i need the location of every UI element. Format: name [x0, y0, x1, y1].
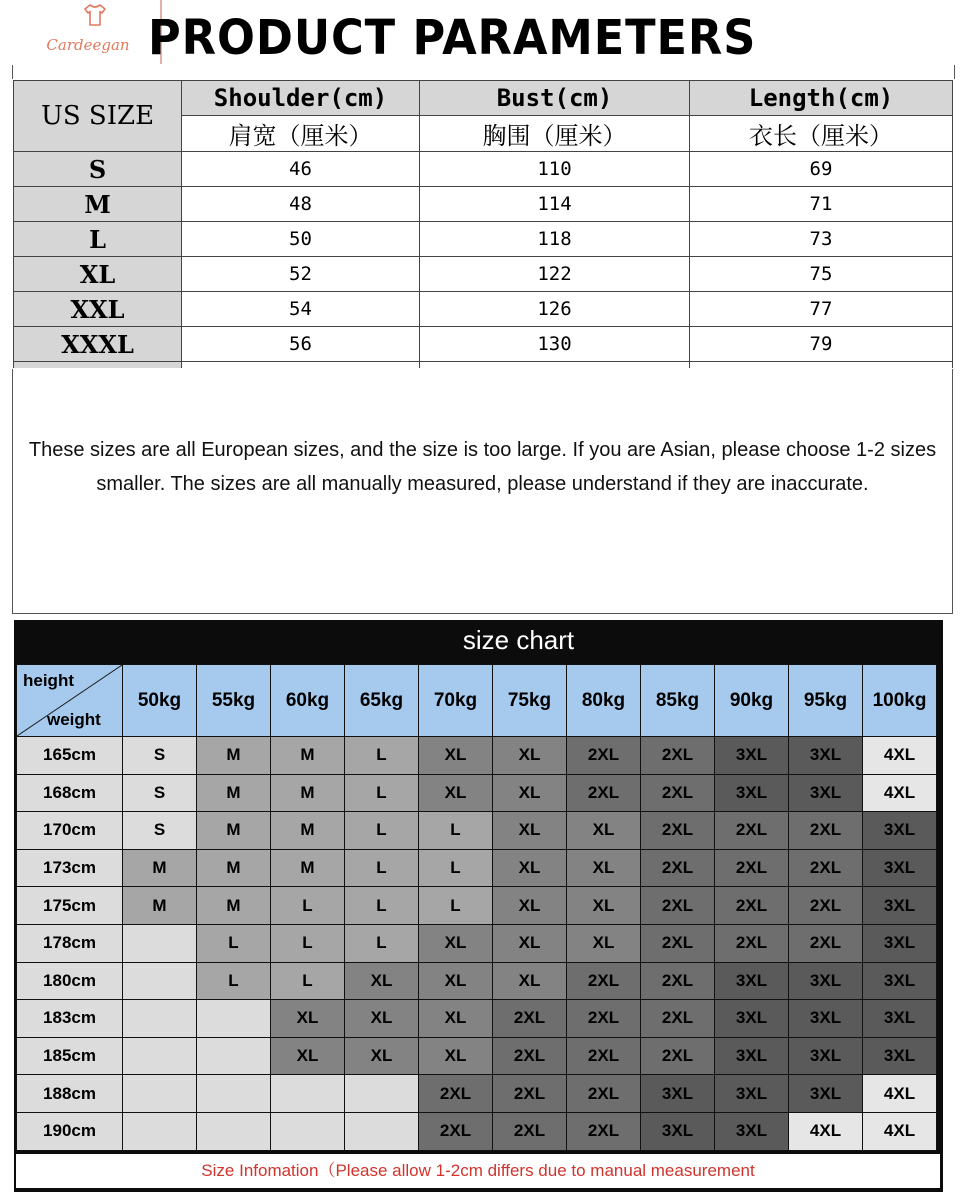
size-cell: 2XL: [493, 1112, 567, 1150]
table-row: [17, 962, 937, 1000]
height-label: 180cm: [17, 962, 123, 1000]
size-cell: L: [345, 812, 419, 850]
height-label: 173cm: [17, 849, 123, 887]
size-cell: 3XL: [789, 1075, 863, 1113]
bust-header-zh: 胸围（厘米）: [420, 116, 690, 152]
size-cell: XL: [493, 962, 567, 1000]
size-cell: L: [419, 849, 493, 887]
size-cell: 3XL: [789, 1000, 863, 1038]
size-cell: XL: [419, 1000, 493, 1038]
size-cell: 2XL: [641, 924, 715, 962]
size-cell: XL: [271, 1000, 345, 1038]
table-row: [14, 152, 953, 187]
weight-header: 60kg: [271, 665, 345, 737]
table-filler-row: [14, 362, 953, 369]
size-cell: [123, 1000, 197, 1038]
size-cell: XL: [567, 924, 641, 962]
size-cell: 2XL: [567, 737, 641, 775]
page-title-text: PRODUCT PARAMETERS: [148, 10, 757, 66]
size-cell: XL: [567, 887, 641, 925]
corner-header-cell: [17, 665, 123, 737]
height-label: 165cm: [17, 737, 123, 775]
size-cell: XL: [419, 924, 493, 962]
length-value: 79: [690, 327, 953, 362]
table-row: [17, 1000, 937, 1038]
length-value: 71: [690, 187, 953, 222]
size-cell: L: [271, 924, 345, 962]
size-cell: 2XL: [641, 1000, 715, 1038]
size-cell: 2XL: [641, 887, 715, 925]
table-row: [14, 187, 953, 222]
table-row: [17, 812, 937, 850]
size-cell: 2XL: [641, 812, 715, 850]
bust-value: 114: [420, 187, 690, 222]
size-label: L: [14, 222, 182, 257]
size-cell: 3XL: [641, 1112, 715, 1150]
size-cell: XL: [419, 774, 493, 812]
size-cell: 2XL: [567, 774, 641, 812]
size-cell: XL: [345, 962, 419, 1000]
size-cell: L: [271, 962, 345, 1000]
size-cell: 3XL: [715, 962, 789, 1000]
length-header: Length(cm): [690, 81, 953, 116]
size-cell: 4XL: [863, 1112, 937, 1150]
size-chart-table: [16, 664, 937, 1151]
height-label: 170cm: [17, 812, 123, 850]
size-cell: XL: [419, 962, 493, 1000]
size-cell: S: [123, 737, 197, 775]
length-header-zh: 衣长（厘米）: [690, 116, 953, 152]
size-cell: 2XL: [567, 1075, 641, 1113]
size-cell: [123, 1112, 197, 1150]
size-cell: 2XL: [789, 812, 863, 850]
weight-header: 75kg: [493, 665, 567, 737]
size-cell: 3XL: [789, 737, 863, 775]
size-cell: 2XL: [715, 887, 789, 925]
shirt-icon: [82, 2, 108, 28]
bust-header: Bust(cm): [420, 81, 690, 116]
height-label: 168cm: [17, 774, 123, 812]
size-cell: 3XL: [789, 1037, 863, 1075]
shoulder-header-zh: 肩宽（厘米）: [182, 116, 420, 152]
size-cell: 2XL: [567, 1037, 641, 1075]
size-cell: 3XL: [641, 1075, 715, 1113]
height-label: 188cm: [17, 1075, 123, 1113]
corner-weight-label: weight: [47, 710, 101, 729]
size-cell: [123, 924, 197, 962]
height-label: 183cm: [17, 1000, 123, 1038]
size-chart-footer: Size Infomation（Please allow 1-2cm differs due to manual measurement: [16, 1154, 940, 1188]
size-cell: 2XL: [493, 1075, 567, 1113]
size-cell: 2XL: [715, 812, 789, 850]
size-cell: 3XL: [715, 1075, 789, 1113]
size-cell: 3XL: [789, 774, 863, 812]
weight-header: 85kg: [641, 665, 715, 737]
shoulder-value: 52: [182, 257, 420, 292]
size-cell: [197, 1037, 271, 1075]
size-cell: 2XL: [789, 849, 863, 887]
size-label: XXXL: [14, 327, 182, 362]
size-cell: XL: [493, 774, 567, 812]
size-cell: L: [345, 887, 419, 925]
size-cell: XL: [271, 1037, 345, 1075]
table-row: [17, 774, 937, 812]
table-row: [17, 1037, 937, 1075]
weight-header: 50kg: [123, 665, 197, 737]
size-cell: 3XL: [789, 962, 863, 1000]
size-cell: M: [123, 887, 197, 925]
size-cell: 2XL: [715, 924, 789, 962]
size-label: XL: [14, 257, 182, 292]
table-row: [14, 222, 953, 257]
size-cell: S: [123, 774, 197, 812]
us-size-header: US SIZE: [14, 81, 182, 152]
table-row: [17, 737, 937, 775]
height-label: 175cm: [17, 887, 123, 925]
size-cell: M: [271, 849, 345, 887]
size-cell: 2XL: [567, 962, 641, 1000]
shoulder-value: 54: [182, 292, 420, 327]
size-cell: M: [123, 849, 197, 887]
size-cell: M: [197, 849, 271, 887]
size-cell: L: [271, 887, 345, 925]
size-cell: M: [271, 737, 345, 775]
size-cell: L: [345, 737, 419, 775]
size-label: M: [14, 187, 182, 222]
size-cell: [271, 1075, 345, 1113]
size-cell: XL: [493, 737, 567, 775]
size-cell: XL: [493, 924, 567, 962]
size-chart-title: size chart: [462, 625, 575, 655]
height-label: 190cm: [17, 1112, 123, 1150]
size-cell: 2XL: [641, 1037, 715, 1075]
size-cell: 3XL: [863, 1037, 937, 1075]
size-cell: 2XL: [789, 924, 863, 962]
size-cell: 4XL: [863, 737, 937, 775]
size-cell: 2XL: [493, 1037, 567, 1075]
size-cell: L: [197, 962, 271, 1000]
size-cell: XL: [493, 887, 567, 925]
length-value: 77: [690, 292, 953, 327]
length-value: 75: [690, 257, 953, 292]
size-cell: M: [197, 887, 271, 925]
size-cell: 4XL: [863, 1075, 937, 1113]
size-cell: 3XL: [863, 962, 937, 1000]
size-cell: [345, 1112, 419, 1150]
size-cell: 2XL: [641, 737, 715, 775]
size-cell: XL: [567, 849, 641, 887]
size-cell: M: [271, 812, 345, 850]
size-cell: [123, 1075, 197, 1113]
size-cell: L: [345, 849, 419, 887]
weight-header: 100kg: [863, 665, 937, 737]
size-label: XXL: [14, 292, 182, 327]
shoulder-value: 46: [182, 152, 420, 187]
table-row: [14, 257, 953, 292]
size-cell: 4XL: [789, 1112, 863, 1150]
weight-header: 90kg: [715, 665, 789, 737]
size-cell: L: [345, 774, 419, 812]
size-cell: 2XL: [419, 1075, 493, 1113]
weight-header: 65kg: [345, 665, 419, 737]
size-cell: XL: [419, 737, 493, 775]
weight-header: 95kg: [789, 665, 863, 737]
size-cell: 3XL: [715, 1037, 789, 1075]
size-cell: XL: [419, 1037, 493, 1075]
size-cell: 3XL: [863, 849, 937, 887]
product-parameters-table: [13, 80, 953, 368]
size-cell: 3XL: [715, 1112, 789, 1150]
bust-value: 130: [420, 327, 690, 362]
size-cell: 2XL: [789, 887, 863, 925]
size-cell: 2XL: [641, 962, 715, 1000]
size-cell: [123, 962, 197, 1000]
size-cell: XL: [493, 812, 567, 850]
bust-value: 122: [420, 257, 690, 292]
size-cell: [271, 1112, 345, 1150]
height-label: 185cm: [17, 1037, 123, 1075]
size-cell: M: [197, 812, 271, 850]
shoulder-header: Shoulder(cm): [182, 81, 420, 116]
size-chart: [14, 620, 943, 1192]
size-note-text: These sizes are all European sizes, and the size is too large. If you are Asian, please choose 1-2 sizes smaller. The sizes are all manually measured, please understand if they are inaccurate.: [28, 439, 937, 495]
size-cell: L: [345, 924, 419, 962]
size-cell: [345, 1075, 419, 1113]
size-cell: 3XL: [715, 737, 789, 775]
shoulder-value: 56: [182, 327, 420, 362]
table-row: [17, 1112, 937, 1150]
size-cell: L: [197, 924, 271, 962]
size-cell: 2XL: [567, 1000, 641, 1038]
size-cell: L: [419, 812, 493, 850]
size-cell: 2XL: [715, 849, 789, 887]
size-cell: [197, 1075, 271, 1113]
height-label: 178cm: [17, 924, 123, 962]
size-cell: 3XL: [863, 812, 937, 850]
size-note-box: [12, 369, 953, 614]
size-cell: 4XL: [863, 774, 937, 812]
table-row: [17, 887, 937, 925]
size-cell: 2XL: [493, 1000, 567, 1038]
size-cell: 3XL: [715, 774, 789, 812]
size-cell: 3XL: [715, 1000, 789, 1038]
title-divider: [12, 65, 955, 79]
size-cell: [123, 1037, 197, 1075]
size-cell: XL: [345, 1000, 419, 1038]
size-cell: 2XL: [567, 1112, 641, 1150]
size-cell: M: [271, 774, 345, 812]
weight-header-row: [17, 665, 937, 737]
brand-name: Cardeegan: [46, 36, 130, 54]
page-title: [148, 10, 848, 66]
bust-value: 126: [420, 292, 690, 327]
brand-logo: [16, 0, 162, 64]
bust-value: 118: [420, 222, 690, 257]
size-cell: 2XL: [641, 774, 715, 812]
table-row: [14, 327, 953, 362]
size-cell: XL: [567, 812, 641, 850]
weight-header: 70kg: [419, 665, 493, 737]
corner-height-label: height: [23, 671, 74, 690]
size-cell: 2XL: [419, 1112, 493, 1150]
size-cell: M: [197, 774, 271, 812]
size-cell: 3XL: [863, 887, 937, 925]
size-label: S: [14, 152, 182, 187]
size-cell: 3XL: [863, 1000, 937, 1038]
length-value: 69: [690, 152, 953, 187]
bust-value: 110: [420, 152, 690, 187]
table-row: [17, 924, 937, 962]
size-cell: S: [123, 812, 197, 850]
size-cell: 3XL: [863, 924, 937, 962]
weight-header: 80kg: [567, 665, 641, 737]
size-cell: [197, 1000, 271, 1038]
weight-header: 55kg: [197, 665, 271, 737]
table-row: [17, 1075, 937, 1113]
table-row: [17, 849, 937, 887]
table-row: [14, 292, 953, 327]
size-cell: L: [419, 887, 493, 925]
shoulder-value: 50: [182, 222, 420, 257]
size-cell: XL: [345, 1037, 419, 1075]
shoulder-value: 48: [182, 187, 420, 222]
size-cell: XL: [493, 849, 567, 887]
size-cell: 2XL: [641, 849, 715, 887]
length-value: 73: [690, 222, 953, 257]
size-cell: M: [197, 737, 271, 775]
size-cell: [197, 1112, 271, 1150]
